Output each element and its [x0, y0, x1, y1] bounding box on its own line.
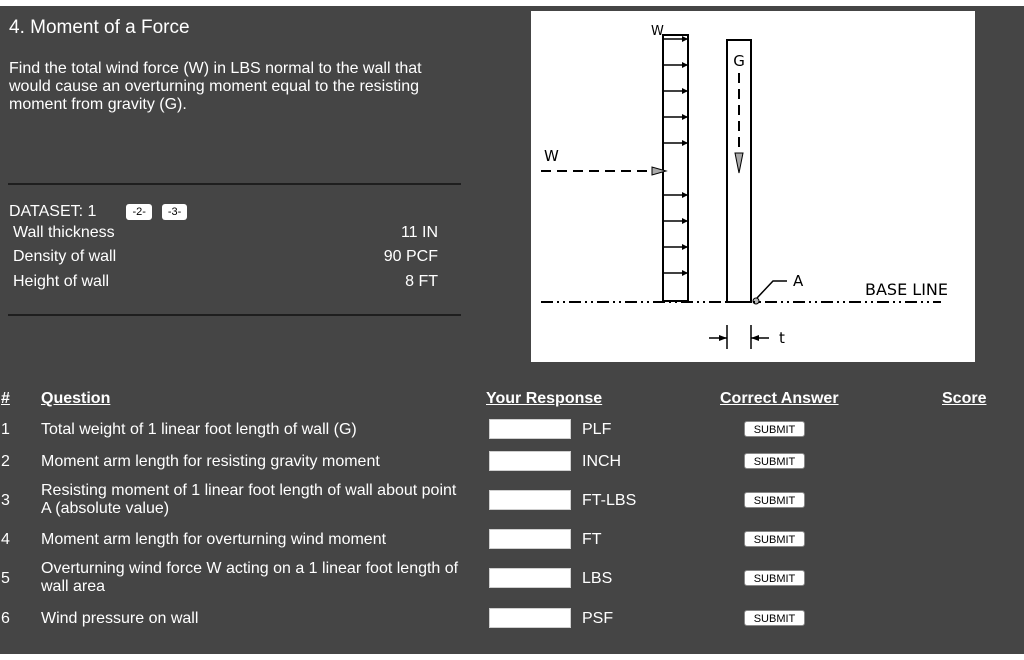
- wind-load-ticks: [663, 39, 688, 273]
- question-text: Wind pressure on wall: [41, 610, 199, 627]
- param-name: Wall thickness: [13, 224, 115, 241]
- question-text: Resisting moment of 1 linear foot length of wall about point A (absolute value): [41, 482, 457, 517]
- submit-button[interactable]: SUBMIT: [744, 421, 805, 437]
- point-a-leader: [757, 281, 787, 298]
- param-value: 90 PCF: [383, 248, 438, 265]
- point-a-label: A: [793, 272, 804, 290]
- header-number: #: [1, 390, 10, 407]
- response-unit: PLF: [582, 421, 612, 438]
- question-number: 1: [1, 421, 10, 438]
- wind-label-side: W: [544, 147, 559, 165]
- problem-description: Find the total wind force (W) in LBS normal to the wall that would cause an overturning moment equal to the resisting moment from gravity (G).: [9, 60, 422, 113]
- header-response: Your Response: [486, 390, 603, 407]
- submit-button[interactable]: SUBMIT: [744, 531, 805, 547]
- question-number: 4: [1, 531, 10, 548]
- response-unit: LBS: [582, 570, 613, 587]
- problem-title: 4. Moment of a Force: [9, 17, 190, 38]
- dataset-label: DATASET: 1: [9, 203, 97, 220]
- divider-bottom: [8, 314, 461, 316]
- response-unit: FT: [582, 531, 602, 548]
- gravity-label: G: [733, 52, 745, 70]
- response-unit: INCH: [582, 453, 622, 470]
- submit-button[interactable]: SUBMIT: [744, 610, 805, 626]
- response-input[interactable]: [489, 451, 571, 471]
- divider-top: [8, 183, 461, 185]
- response-input[interactable]: [489, 490, 571, 510]
- param-value: 8 FT: [405, 273, 438, 290]
- dataset-selector: [9, 203, 187, 221]
- dim-arrow-right: [751, 335, 759, 341]
- problem-panel: [0, 6, 1024, 654]
- question-number: 6: [1, 610, 10, 627]
- header-score: Score: [942, 390, 987, 407]
- question-number: 3: [1, 492, 10, 509]
- gravity-arrow: [735, 153, 743, 173]
- response-input[interactable]: [489, 608, 571, 628]
- param-value: 11 IN: [400, 224, 438, 241]
- param-name: Height of wall: [13, 273, 110, 290]
- submit-button[interactable]: SUBMIT: [744, 570, 805, 586]
- header-question: Question: [41, 390, 111, 407]
- response-input[interactable]: [489, 568, 571, 588]
- question-text: Total weight of 1 linear foot length of wall (G): [41, 421, 357, 438]
- dataset-2-button[interactable]: -2-: [126, 204, 151, 220]
- submit-button[interactable]: SUBMIT: [744, 492, 805, 508]
- param-name: Density of wall: [13, 248, 117, 265]
- base-line-label: BASE LINE: [865, 280, 948, 299]
- wall-diagram-svg: [531, 11, 975, 362]
- response-unit: PSF: [582, 610, 614, 627]
- question-number: 5: [1, 570, 10, 587]
- dataset-3-button[interactable]: -3-: [162, 204, 187, 220]
- question-text: Overturning wind force W acting on a 1 linear foot length of wall area: [41, 560, 459, 595]
- submit-button[interactable]: SUBMIT: [744, 453, 805, 469]
- dim-arrow-left: [719, 335, 727, 341]
- response-unit: FT-LBS: [582, 492, 637, 509]
- header-correct-answer: Correct Answer: [720, 390, 839, 407]
- wind-load-bar: [663, 35, 688, 301]
- response-input[interactable]: [489, 529, 571, 549]
- wind-label-top: W: [651, 24, 664, 39]
- response-input[interactable]: [489, 419, 571, 439]
- question-text: Moment arm length for overturning wind moment: [41, 531, 387, 548]
- thickness-label: t: [779, 329, 785, 347]
- question-number: 2: [1, 453, 10, 470]
- question-text: Moment arm length for resisting gravity moment: [41, 453, 380, 470]
- wall-diagram: [531, 11, 975, 362]
